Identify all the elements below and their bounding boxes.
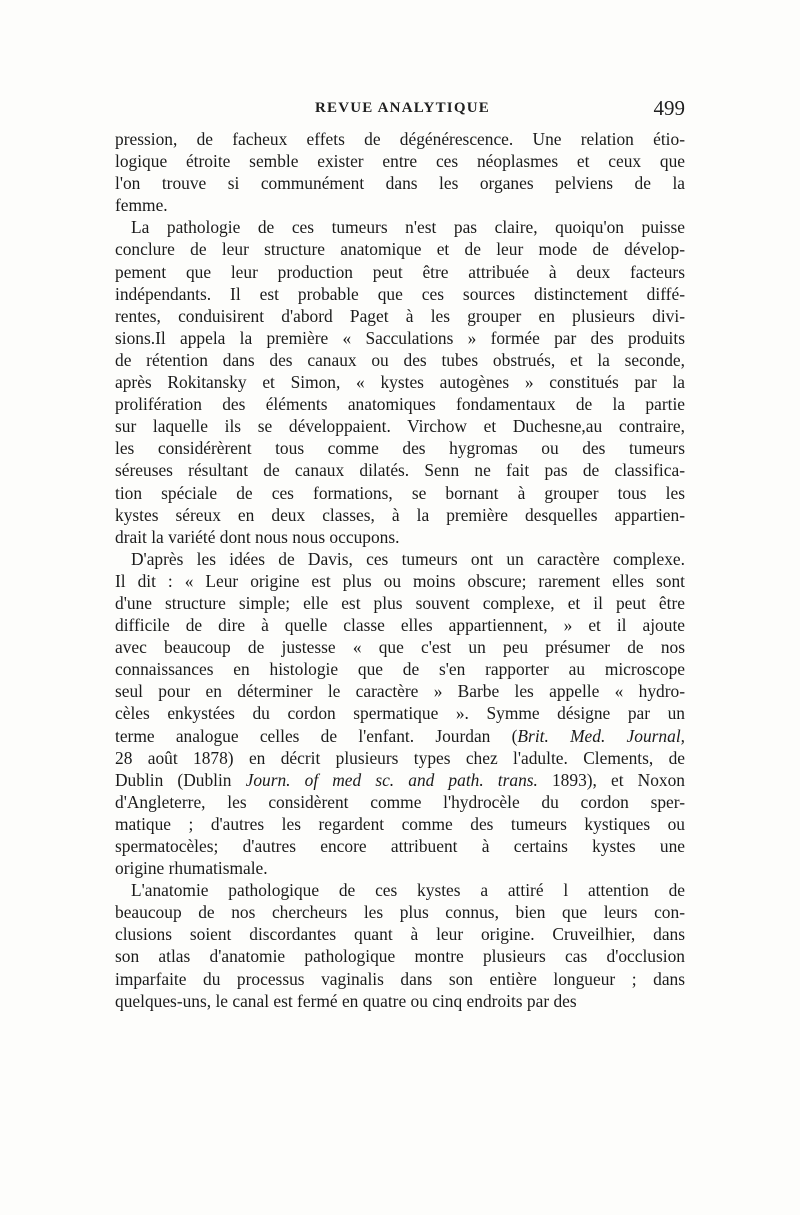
- text-line: kystes séreux en deux classes, à la première desquelles appartien-: [115, 504, 685, 525]
- text-line: imparfaite du processus vaginalis dans son entière longueur ; dans: [115, 968, 685, 989]
- text-line: indépendants. Il est probable que ces sources distinctement diffé-: [115, 283, 685, 304]
- text-line: pement que leur production peut être attribuée à deux facteurs: [115, 261, 685, 282]
- page-header: [115, 96, 685, 126]
- text-line: clusions soient discordantes quant à leur origine. Cruveilhier, dans: [115, 924, 685, 945]
- text-line: après Rokitansky et Simon, « kystes autogènes » constitués par la: [115, 372, 685, 393]
- body-text: [115, 128, 685, 1012]
- page-number: 499: [653, 96, 685, 120]
- text-line: de rétention dans des canaux ou des tubes obstrués, et la seconde,: [115, 349, 685, 370]
- text-line: séreuses résultant de canaux dilatés. Senn ne fait pas de classifica-: [115, 460, 685, 481]
- text-line: La pathologie de ces tumeurs n'est pas claire, quoiqu'on puisse: [131, 217, 685, 238]
- text-line: d'Angleterre, les considèrent comme l'hydrocèle du cordon sper-: [115, 791, 685, 812]
- text-line: prolifération des éléments anatomiques fondamentaux de la partie: [115, 394, 685, 415]
- text-line: son atlas d'anatomie pathologique montre plusieurs cas d'occlusion: [115, 946, 685, 967]
- text-line: terme analogue celles de l'enfant. Jourdan (Brit. Med. Journal,: [115, 725, 685, 746]
- text-line: D'après les idées de Davis, ces tumeurs ont un caractère complexe.: [131, 548, 685, 569]
- text-line: matique ; d'autres les regardent comme des tumeurs kystiques ou: [115, 813, 685, 834]
- text-line: sions.Il appela la première « Sacculations » formée par des produits: [115, 327, 685, 348]
- text-line: les considérèrent tous comme des hygromas ou des tumeurs: [115, 438, 685, 459]
- text-line: origine rhumatismale.: [115, 858, 268, 879]
- text-line: difficile de dire à quelle classe elles appartiennent, » et il ajoute: [115, 615, 685, 636]
- text-line: avec beaucoup de justesse « que c'est un peu présumer de nos: [115, 637, 685, 658]
- paragraph: [115, 216, 685, 547]
- text-line: sur laquelle ils se développaient. Virchow et Duchesne,au contraire,: [115, 416, 685, 437]
- paragraph: [115, 128, 685, 216]
- text-line: tion spéciale de ces formations, se bornant à grouper tous les: [115, 482, 685, 503]
- text-line: d'une structure simple; elle est plus souvent complexe, et il peut être: [115, 592, 685, 613]
- text-line: spermatocèles; d'autres encore attribuent à certains kystes une: [115, 836, 685, 856]
- text-line: Dublin (Dublin Journ. of med sc. and path. trans. 1893), et Noxon: [115, 769, 685, 790]
- paragraph: [115, 548, 685, 879]
- paragraph: [115, 879, 685, 1012]
- text-line: logique étroite semble exister entre ces néoplasmes et ceux que: [115, 151, 685, 172]
- running-head: REVUE ANALYTIQUE: [315, 100, 490, 116]
- text-line: conclure de leur structure anatomique et de leur mode de dévelop-: [115, 239, 685, 260]
- text-line: cèles enkystées du cordon spermatique ». Symme désigne par un: [115, 703, 685, 724]
- text-line: 28 août 1878) en décrit plusieurs types chez l'adulte. Clements, de: [115, 747, 685, 768]
- text-line: femme.: [115, 195, 168, 216]
- text-line: l'on trouve si communément dans les organes pelviens de la: [115, 173, 685, 194]
- text-line: Il dit : « Leur origine est plus ou moins obscure; rarement elles sont: [115, 570, 685, 591]
- text-line: quelques-uns, le canal est fermé en quatre ou cinq endroits par des: [115, 990, 577, 1011]
- text-line: L'anatomie pathologique de ces kystes a attiré l attention de: [131, 880, 685, 901]
- text-line: pression, de facheux effets de dégénérescence. Une relation étio-: [115, 129, 685, 149]
- text-line: rentes, conduisirent d'abord Paget à les grouper en plusieurs divi-: [115, 305, 685, 326]
- text-line: drait la variété dont nous nous occupons.: [115, 526, 400, 547]
- text-line: beaucoup de nos chercheurs les plus connus, bien que leurs con-: [115, 902, 685, 923]
- text-line: connaissances en histologie que de s'en rapporter au microscope: [115, 659, 685, 680]
- text-line: seul pour en déterminer le caractère » Barbe les appelle « hydro-: [115, 681, 685, 702]
